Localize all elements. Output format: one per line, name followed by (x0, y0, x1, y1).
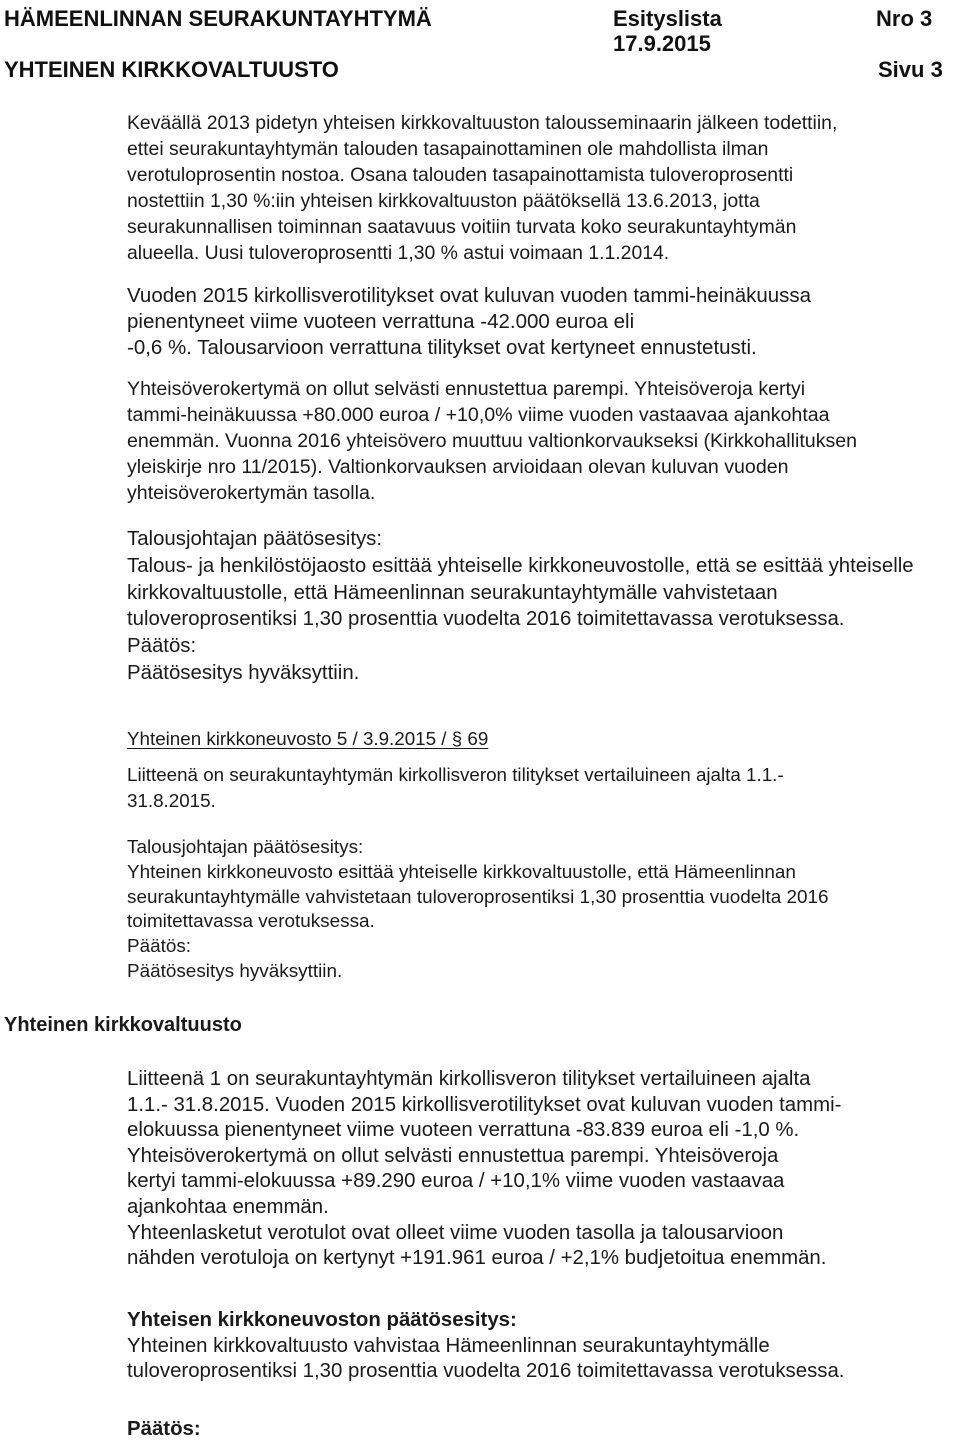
text-line: tuloveroprosentiksi 1,30 prosenttia vuodelta 2016 toimitettavassa verotuksessa. (127, 608, 845, 631)
treasurer-proposal-2 (127, 836, 828, 985)
text-line: Talous- ja henkilöstöjaosto esittää yhteiselle kirkkoneuvostolle, että se esittää yhteiselle (127, 554, 914, 577)
text-line: Liitteenä on seurakuntayhtymän kirkollisveron tilitykset vertailuineen ajalta 1.1.- (127, 764, 784, 785)
decision-label: Päätös: (127, 635, 197, 658)
meeting-reference: Yhteinen kirkkoneuvosto 5 / 3.9.2015 / § 69 (127, 728, 489, 749)
text-line: kirkkovaltuustolle, että Hämeenlinnan seurakuntayhtymälle vahvistetaan (127, 581, 778, 604)
text-line: yleiskirje nro 11/2015). Valtionkorvauksen arvioidaan olevan kuluvan vuoden (127, 456, 789, 478)
text-line: toimitettavassa verotuksessa. (127, 911, 375, 933)
decision-label: Päätös: (127, 936, 192, 958)
text-line: Yhteisöverokertymä on ollut selvästi ennustettua parempi. Yhteisöveroja kertyi (127, 378, 806, 400)
text-line: Yhteisöverokertymä on ollut selvästi ennustettua parempi. Yhteisöveroja (127, 1144, 779, 1167)
document-number: Nro 3 (876, 6, 933, 31)
text-line: Yhteenlasketut verotulot ovat olleet viime vuoden tasolla ja talousarvioon (127, 1221, 784, 1244)
text-line: seurakunnallisen toiminnan saatavuus voitiin turvata koko seurakuntayhtymän (127, 216, 797, 238)
text-line: nostettiin 1,30 %:iin yhteisen kirkkovaltuuston päätöksellä 13.6.2013, jotta (127, 190, 760, 212)
text-line: pienentyneet viime vuoteen verrattuna -42.000 euroa eli (127, 310, 635, 333)
text-line: alueella. Uusi tuloveroprosentti 1,30 % astui voimaan 1.1.2014. (127, 242, 670, 264)
text-line: Yhteinen kirkkovaltuusto vahvistaa Hämeenlinnan seurakuntayhtymälle (127, 1334, 770, 1357)
meeting-date: 17.9.2015 (613, 31, 711, 56)
proposal-heading: Talousjohtajan päätösesitys: (127, 528, 383, 550)
text-line: tammi-heinäkuussa +80.000 euroa / +10,0% viime vuoden vastaavaa ajankohtaa (127, 404, 830, 426)
page-number: Sivu 3 (878, 57, 943, 82)
text-line: Yhteinen kirkkoneuvosto esittää yhteiselle kirkkovaltuustolle, että Hämeenlinnan (127, 861, 796, 883)
board-proposal (127, 1308, 844, 1385)
text-line: -0,6 %. Talousarvioon verrattuna tilitykset ovat kertyneet ennustetusti. (127, 336, 757, 359)
decision-text: Päätösesitys hyväksyttiin. (127, 960, 343, 982)
text-line: elokuussa pienentyneet viime vuoteen verrattuna -83.839 euroa eli -1,0 %. (127, 1119, 800, 1142)
paragraph-corporate-tax (127, 376, 857, 506)
decision-label: Päätös: (127, 1418, 201, 1440)
text-line: seurakuntayhtymälle vahvistetaan tuloveroprosentiksi 1,30 prosenttia vuodelta 2016 (127, 886, 829, 908)
document-type: Esityslista (613, 6, 722, 31)
text-line: ettei seurakuntayhtymän talouden tasapainottaminen ole mahdollista ilman (127, 138, 769, 160)
text-line: tuloveroprosentiksi 1,30 prosenttia vuodelta 2016 toimitettavassa verotuksessa. (127, 1360, 845, 1383)
body-name: YHTEINEN KIRKKOVALTUUSTO (4, 57, 339, 82)
text-line: Keväällä 2013 pidetyn yhteisen kirkkovaltuuston talousseminaarin jälkeen todettiin, (127, 112, 838, 134)
treasurer-proposal-1 (127, 526, 914, 687)
text-line: kertyi tammi-elokuussa +89.290 euroa / +10,1% viime vuoden vastaavaa (127, 1170, 785, 1193)
text-line: 31.8.2015. (127, 790, 216, 811)
proposal-heading: Yhteisen kirkkoneuvoston päätösesitys: (127, 1309, 517, 1331)
organization-name: HÄMEENLINNAN SEURAKUNTAYHTYMÄ (4, 6, 432, 31)
text-line: yhteisöverokertymän tasolla. (127, 482, 376, 504)
proposal-heading: Talousjohtajan päätösesitys: (127, 837, 364, 858)
decision-text: Päätösesitys hyväksyttiin. (127, 661, 360, 684)
text-line: Liitteenä 1 on seurakuntayhtymän kirkollisveron tilitykset vertailuineen ajalta (127, 1068, 811, 1090)
paragraph-background (127, 110, 837, 266)
side-label: Yhteinen kirkkovaltuusto (4, 1014, 242, 1036)
text-line: 1.1.- 31.8.2015. Vuoden 2015 kirkollisverotilitykset ovat kuluvan vuoden tammi- (127, 1093, 842, 1116)
text-line: verotuloprosentin nostoa. Osana talouden tasapainottamista tuloveroprosentti (127, 164, 794, 186)
text-line: Vuoden 2015 kirkollisverotilitykset ovat kuluvan vuoden tammi-heinäkuussa (127, 284, 812, 307)
text-line: ajankohtaa enemmän. (127, 1195, 329, 1218)
text-line: nähden verotuloja on kertynyt +191.961 euroa / +2,1% budjetoitua enemmän. (127, 1247, 827, 1270)
paragraph-tax-remittances (127, 283, 811, 361)
council-attachment-text (127, 1067, 841, 1272)
text-line: enemmän. Vuonna 2016 yhteisövero muuttuu valtionkorvaukseksi (Kirkkohallituksen (127, 430, 858, 452)
attachment-note (127, 762, 784, 814)
